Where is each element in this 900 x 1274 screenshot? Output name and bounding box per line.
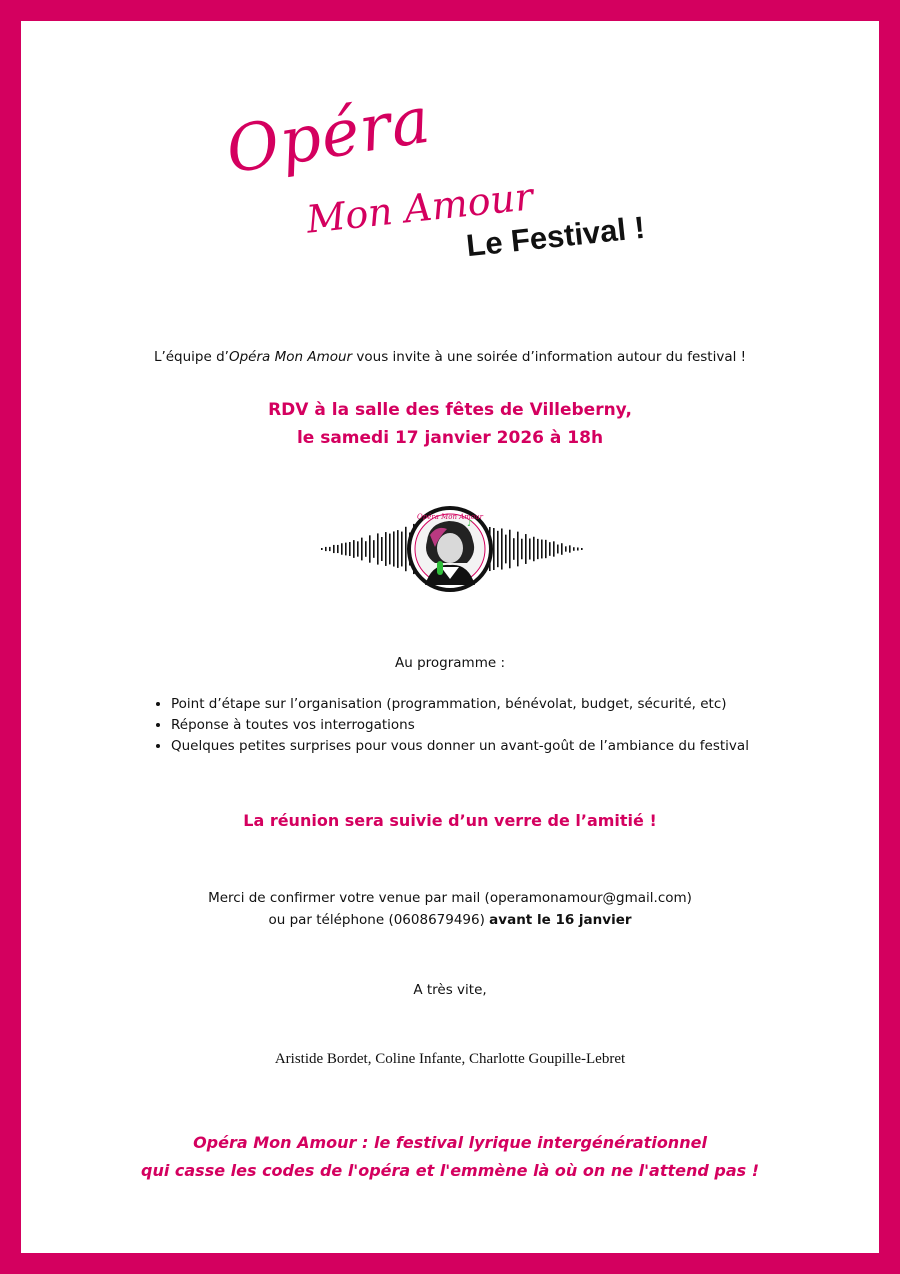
soundwave-bar [377,533,379,564]
programme-item: • Quelques petites surprises pour vous donner un avant-goût de l’ambiance du festival [171,736,749,757]
soundwave-bar [361,538,363,561]
festival-tagline [21,1129,879,1185]
soundwave-bar [381,537,383,561]
soundwave-bar [557,545,559,554]
soundwave-bar [337,545,339,553]
soundwave-bar [497,531,499,567]
programme-item: • Réponse à toutes vos interrogations [171,715,749,736]
confirm-deadline: avant le 16 janvier [489,912,632,928]
music-note-icon: ♪ [467,519,473,529]
soundwave-bar [577,547,579,550]
soundwave-bar [393,531,395,566]
soundwave-bar [517,532,519,567]
confirm-email-line: Merci de confirmer votre venue par mail (operamonamour@gmail.com) [208,890,692,906]
intro-after: vous invite à une soirée d’information autour du festival ! [352,349,747,365]
soundwave-bar [341,543,343,554]
reunion-note: La réunion sera suivie d’un verre de l’amitié ! [243,811,657,830]
flyer-page [21,21,879,1253]
soundwave-bar [365,541,367,557]
soundwave-bar [545,540,547,558]
soundwave-bar [569,545,571,552]
intro-paragraph [21,349,879,365]
soundwave-bar [385,532,387,566]
soundwave-bar [549,542,551,556]
soundwave-bar [357,541,359,556]
soundwave-bar [397,530,399,568]
soundwave-bar [533,537,535,561]
programme-list [153,694,749,757]
soundwave-bar [565,546,567,551]
confirm-block [21,887,879,931]
soundwave-bar [493,528,495,570]
soundwave-bar [373,540,375,558]
soundwave-bar [401,532,403,567]
soundwave-bar [345,543,347,556]
soundwave-bar [525,534,527,564]
confirm-phone-line [21,909,879,931]
soundwave-bar [561,543,563,555]
logo-opera-text: Opéra [221,83,436,189]
soundwave-bar [321,548,323,550]
soundwave-bar [329,547,331,551]
soundwave-bar [405,527,407,571]
rdv-block [21,396,879,452]
soundwave-bar [369,535,371,562]
soundwave-bar [505,535,507,564]
soundwave-bar [537,539,539,559]
soundwave-bar [581,548,583,550]
intro-festival-name: Opéra Mon Amour [228,349,353,365]
confirm-phone-text: ou par téléphone (0608679496) [268,912,490,928]
soundwave-bar [529,538,531,559]
soundwave-bar [541,540,543,559]
signatories: Aristide Bordet, Coline Infante, Charlotte Goupille-Lebret [274,1051,626,1067]
closing-greeting: A très vite, [413,982,487,998]
soundwave-bar [521,539,523,560]
logo-mon-amour-text: Mon Amour [304,174,536,242]
beethoven-portrait-icon [425,521,475,585]
programme-title: Au programme : [394,655,505,671]
soundwave-bar [509,530,511,569]
programme-item: • Point d’étape sur l’organisation (programmation, bénévolat, budget, sécurité, etc) [171,694,749,715]
intro-before: L’équipe d’ [153,349,229,365]
rdv-date: le samedi 17 janvier 2026 à 18h [296,428,604,448]
emblem-ring-text: Opéra Mon Amour [417,513,483,521]
tagline-line-1: Opéra Mon Amour : le festival lyrique intergénérationnel [193,1133,707,1152]
soundwave-bar [349,542,351,556]
soundwave-bar [501,528,503,569]
soundwave-bar [333,545,335,553]
soundwave-bar [513,538,515,560]
festival-logo [21,21,879,321]
tagline-line-2: qui casse les codes de l'opéra et l'emmène là où on ne l'attend pas ! [140,1161,760,1180]
soundwave-bar [389,534,391,565]
rdv-location: RDV à la salle des fêtes de Villeberny, [268,400,632,420]
soundwave-bar [553,541,555,556]
logo-le-festival-text: Le Festival ! [464,209,647,264]
soundwave-bar [353,540,355,558]
soundwave-bar [325,547,327,551]
beethoven-soundwave-emblem [317,501,583,601]
soundwave-bar [573,547,575,551]
